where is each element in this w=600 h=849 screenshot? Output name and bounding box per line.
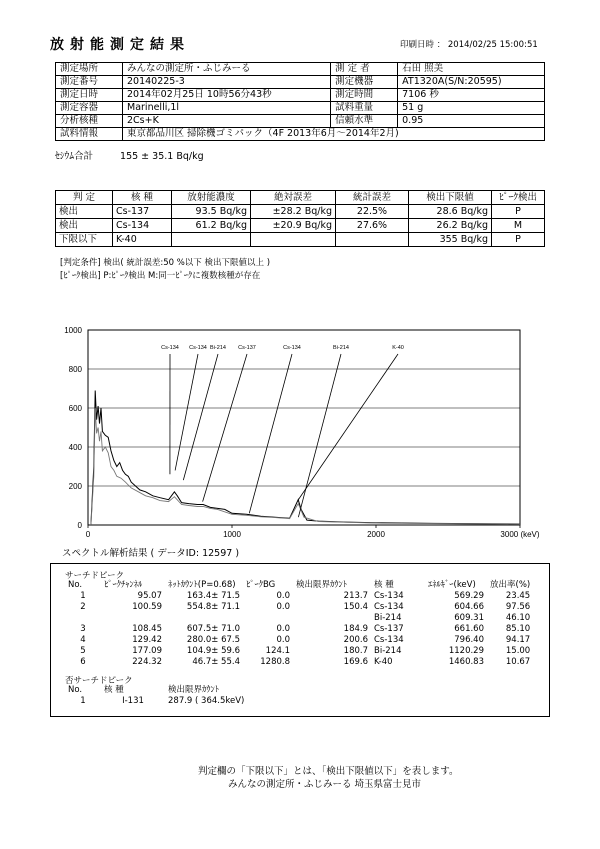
peak-header: ｴﾈﾙｷﾞｰ(keV) xyxy=(428,580,476,590)
non-searched-peak-table xyxy=(65,685,247,707)
peak-row xyxy=(65,624,533,635)
results-row xyxy=(56,219,545,233)
results-row xyxy=(56,233,545,247)
cell-concentration: 93.5 Bq/kg xyxy=(172,205,251,219)
peak-nuclide: K-40 xyxy=(374,657,393,667)
non-searched-peak-title: 否サーチドピーク xyxy=(65,676,133,686)
peak-leader-line xyxy=(298,354,341,517)
cell-judgement: 検出 xyxy=(56,205,113,219)
peak-channel: 224.32 xyxy=(132,657,162,667)
peak-label: Bi-214 xyxy=(333,345,349,351)
peak-net-count: 163.4± 71.5 xyxy=(186,591,240,601)
cell-abs-error xyxy=(251,233,336,247)
peak-no: 1 xyxy=(80,591,86,601)
x-tick-label: 3000 (keV) xyxy=(500,530,540,539)
non-peak-header: 核 種 xyxy=(104,685,124,695)
peak-label: Cs-137 xyxy=(238,345,256,351)
cell-detection-limit: 355 Bq/kg xyxy=(409,233,492,247)
print-date: 印刷日時 ： 2014/02/25 15:00:51 xyxy=(400,40,538,50)
cesium-total-label: ｾｼｳﾑ合計 xyxy=(55,151,94,162)
peak-header: No. xyxy=(68,580,83,590)
results-header: 絶対誤差 xyxy=(251,191,336,205)
peak-detection-note: [ﾋﾟｰｸ検出] P:ﾋﾟｰｸ検出 M:同一ﾋﾟｰｸに複数核種が存在 xyxy=(60,271,261,281)
peak-row xyxy=(65,602,533,613)
peak-no: 6 xyxy=(80,657,86,667)
peak-channel xyxy=(101,613,165,624)
cell-stat-error: 27.6% xyxy=(336,219,409,233)
footer-org: みんなの測定所・ふじみーる 埼玉県富士見市 xyxy=(228,779,422,790)
peak-limit: 150.4 xyxy=(343,602,368,612)
peak-emission: 85.10 xyxy=(505,624,531,634)
peak-leader-line xyxy=(183,354,218,480)
spectrum-chart xyxy=(50,310,550,550)
info-label: 測定時間 xyxy=(331,89,398,102)
peak-label: Cs-134 xyxy=(189,345,207,351)
cesium-total xyxy=(55,148,204,162)
y-tick-label: 200 xyxy=(68,482,82,491)
spectrum-series-line xyxy=(91,391,520,526)
cell-judgement: 検出 xyxy=(56,219,113,233)
results-header-row xyxy=(56,191,545,205)
info-label: 試料重量 xyxy=(331,102,398,115)
sample-value: 東京都品川区 掃除機ゴミパック（4F 2013年6月～2014年2月) xyxy=(123,128,545,141)
peak-net-count xyxy=(165,613,243,624)
cell-concentration: 61.2 Bq/kg xyxy=(172,219,251,233)
info-row xyxy=(56,128,545,141)
peak-header: 核 種 xyxy=(374,580,394,590)
peak-energy: 569.29 xyxy=(454,591,484,601)
info-label: 測定場所 xyxy=(56,63,123,76)
peak-emission: 10.67 xyxy=(505,657,531,667)
peak-header: 放出率(%) xyxy=(490,580,531,590)
cell-nuclide: K-40 xyxy=(113,233,172,247)
info-value: 石田 照美 xyxy=(398,63,545,76)
cell-concentration xyxy=(172,233,251,247)
peak-label: Cs-134 xyxy=(161,345,179,351)
peak-row xyxy=(65,646,533,657)
searched-peak-title: サーチドピーク xyxy=(65,571,125,581)
non-peak-no: 1 xyxy=(80,696,86,706)
results-header: 判 定 xyxy=(56,191,113,205)
peak-limit: 200.6 xyxy=(343,635,368,645)
info-label: 測定容器 xyxy=(56,102,123,115)
judgement-condition-note: [判定条件] 検出( 統計誤差:50 %以下 検出下限値以上 ) xyxy=(60,258,271,268)
info-label: 測定日時 xyxy=(56,89,123,102)
peak-analysis-box xyxy=(50,563,550,717)
info-label: 信頼水準 xyxy=(331,115,398,128)
y-tick-label: 1000 xyxy=(64,326,82,335)
y-tick-label: 600 xyxy=(68,404,82,413)
peak-net-count: 280.0± 67.5 xyxy=(186,635,240,645)
results-header: 核 種 xyxy=(113,191,172,205)
peak-header: ﾋﾟｰｸﾁｬﾝﾈﾙ xyxy=(104,580,143,590)
info-value: みんなの測定所・ふじみーる xyxy=(123,63,331,76)
peak-channel: 177.09 xyxy=(132,646,162,656)
peak-label: Cs-134 xyxy=(283,345,301,351)
page-title: 放射能測定結果 xyxy=(50,37,190,53)
spectrum-title: スペクトル解析結果 ( データID: 12597 ) xyxy=(62,548,240,559)
cell-detection-limit: 28.6 Bq/kg xyxy=(409,205,492,219)
y-tick-label: 0 xyxy=(77,521,82,530)
measurement-info-table xyxy=(55,62,545,141)
peak-channel: 129.42 xyxy=(132,635,162,645)
info-value: 2Cs+K xyxy=(123,115,331,128)
non-peak-row xyxy=(65,696,247,707)
cell-judgement: 下限以下 xyxy=(56,233,113,247)
peak-channel: 95.07 xyxy=(137,591,162,601)
cell-peak: P xyxy=(492,205,545,219)
peak-channel: 108.45 xyxy=(132,624,162,634)
info-label: 測定番号 xyxy=(56,76,123,89)
info-row xyxy=(56,76,545,89)
info-value: Marinelli,1l xyxy=(123,102,331,115)
peak-no: 3 xyxy=(80,624,86,634)
peak-bg: 0.0 xyxy=(276,602,290,612)
peak-nuclide: Cs-134 xyxy=(374,602,404,612)
cell-nuclide: Cs-137 xyxy=(113,205,172,219)
info-value: 7106 秒 xyxy=(398,89,545,102)
searched-peak-table xyxy=(65,580,533,668)
non-peak-header: 検出限界ｶｳﾝﾄ xyxy=(168,685,220,695)
cell-peak: M xyxy=(492,219,545,233)
cell-abs-error: ±28.2 Bq/kg xyxy=(251,205,336,219)
peak-leader-line xyxy=(298,354,398,500)
info-row xyxy=(56,115,545,128)
info-value: 20140225-3 xyxy=(123,76,331,89)
footer-note: 判定欄の「下限以下」とは、「検出下限値以下」を表します。 xyxy=(198,766,459,777)
info-label: 測 定 者 xyxy=(331,63,398,76)
peak-header: 検出限界ｶｳﾝﾄ xyxy=(296,580,348,590)
peak-energy: 1460.83 xyxy=(448,657,484,667)
peak-emission: 15.00 xyxy=(505,646,531,656)
peak-bg: 124.1 xyxy=(265,646,290,656)
info-value: 0.95 xyxy=(398,115,545,128)
results-row xyxy=(56,205,545,219)
peak-bg xyxy=(243,613,293,624)
peak-nuclide: Bi-214 xyxy=(374,646,402,656)
results-table xyxy=(55,190,545,247)
peak-nuclide: Cs-134 xyxy=(374,635,404,645)
info-value: 2014年02月25日 10時56分43秒 xyxy=(123,89,331,102)
peak-limit: 180.7 xyxy=(343,646,368,656)
cell-nuclide: Cs-134 xyxy=(113,219,172,233)
peak-nuclide: Cs-134 xyxy=(374,591,404,601)
peak-energy: 604.66 xyxy=(454,602,484,612)
peak-energy: 796.40 xyxy=(454,635,484,645)
info-value: AT1320A(S/N:20595) xyxy=(398,76,545,89)
results-header: 検出下限値 xyxy=(409,191,492,205)
peak-emission: 97.56 xyxy=(505,602,531,612)
peak-no xyxy=(65,613,101,624)
non-peak-header-row xyxy=(65,685,247,696)
results-header: ﾋﾟｰｸ検出 xyxy=(492,191,545,205)
cell-stat-error: 22.5% xyxy=(336,205,409,219)
info-label: 分析核種 xyxy=(56,115,123,128)
peak-bg: 0.0 xyxy=(276,624,290,634)
peak-emission: 23.45 xyxy=(505,591,531,601)
info-value: 51 g xyxy=(398,102,545,115)
spectrum-series-line xyxy=(91,408,520,525)
peak-limit: 169.6 xyxy=(343,657,368,667)
peak-net-count: 46.7± 55.4 xyxy=(192,657,240,667)
peak-bg: 0.0 xyxy=(276,591,290,601)
peak-header-row xyxy=(65,580,533,591)
peak-energy: 609.31 xyxy=(454,613,484,623)
cesium-total-value: 155 ± 35.1 Bq/kg xyxy=(120,151,204,162)
non-peak-limit: 287.9 ( 364.5keV) xyxy=(168,696,245,706)
peak-label: Bi-214 xyxy=(210,345,226,351)
y-tick-label: 800 xyxy=(68,365,82,374)
cell-detection-limit: 26.2 Bq/kg xyxy=(409,219,492,233)
peak-bg: 0.0 xyxy=(276,635,290,645)
cell-stat-error xyxy=(336,233,409,247)
peak-emission: 46.10 xyxy=(505,613,531,623)
x-tick-label: 1000 xyxy=(223,530,241,539)
info-row xyxy=(56,63,545,76)
results-header: 統計誤差 xyxy=(336,191,409,205)
peak-leader-line xyxy=(175,354,198,470)
peak-label: K-40 xyxy=(392,345,404,351)
cell-peak: P xyxy=(492,233,545,247)
peak-leader-line xyxy=(249,354,292,513)
peak-limit: 213.7 xyxy=(343,591,368,601)
peak-no: 5 xyxy=(80,646,86,656)
non-peak-header: No. xyxy=(68,685,83,695)
peak-leader-line xyxy=(203,354,247,502)
info-row xyxy=(56,89,545,102)
peak-limit: 184.9 xyxy=(343,624,368,634)
peak-emission: 94.17 xyxy=(505,635,531,645)
peak-net-count: 607.5± 71.0 xyxy=(186,624,240,634)
peak-row xyxy=(65,635,533,646)
peak-channel: 100.59 xyxy=(132,602,162,612)
peak-net-count: 554.8± 71.1 xyxy=(186,602,240,612)
results-header: 放射能濃度 xyxy=(172,191,251,205)
y-tick-label: 400 xyxy=(68,443,82,452)
sample-label: 試料情報 xyxy=(56,128,123,141)
peak-header: ﾈｯﾄｶｳﾝﾄ(P=0.68) xyxy=(168,580,236,590)
peak-row xyxy=(65,657,533,668)
peak-row xyxy=(65,613,533,624)
x-tick-label: 2000 xyxy=(367,530,385,539)
peak-limit xyxy=(293,613,371,624)
info-row xyxy=(56,102,545,115)
peak-bg: 1280.8 xyxy=(260,657,290,667)
peak-no: 4 xyxy=(80,635,86,645)
peak-net-count: 104.9± 59.6 xyxy=(186,646,240,656)
x-tick-label: 0 xyxy=(85,530,91,539)
peak-header: ﾋﾟｰｸBG xyxy=(246,580,276,590)
peak-energy: 661.60 xyxy=(454,624,484,634)
peak-nuclide: Cs-137 xyxy=(374,624,404,634)
non-peak-nuclide: I-131 xyxy=(122,696,144,706)
peak-no: 2 xyxy=(80,602,86,612)
peak-row xyxy=(65,591,533,602)
info-label: 測定機器 xyxy=(331,76,398,89)
cell-abs-error: ±20.9 Bq/kg xyxy=(251,219,336,233)
peak-nuclide: Bi-214 xyxy=(374,613,402,623)
peak-energy: 1120.29 xyxy=(448,646,484,656)
